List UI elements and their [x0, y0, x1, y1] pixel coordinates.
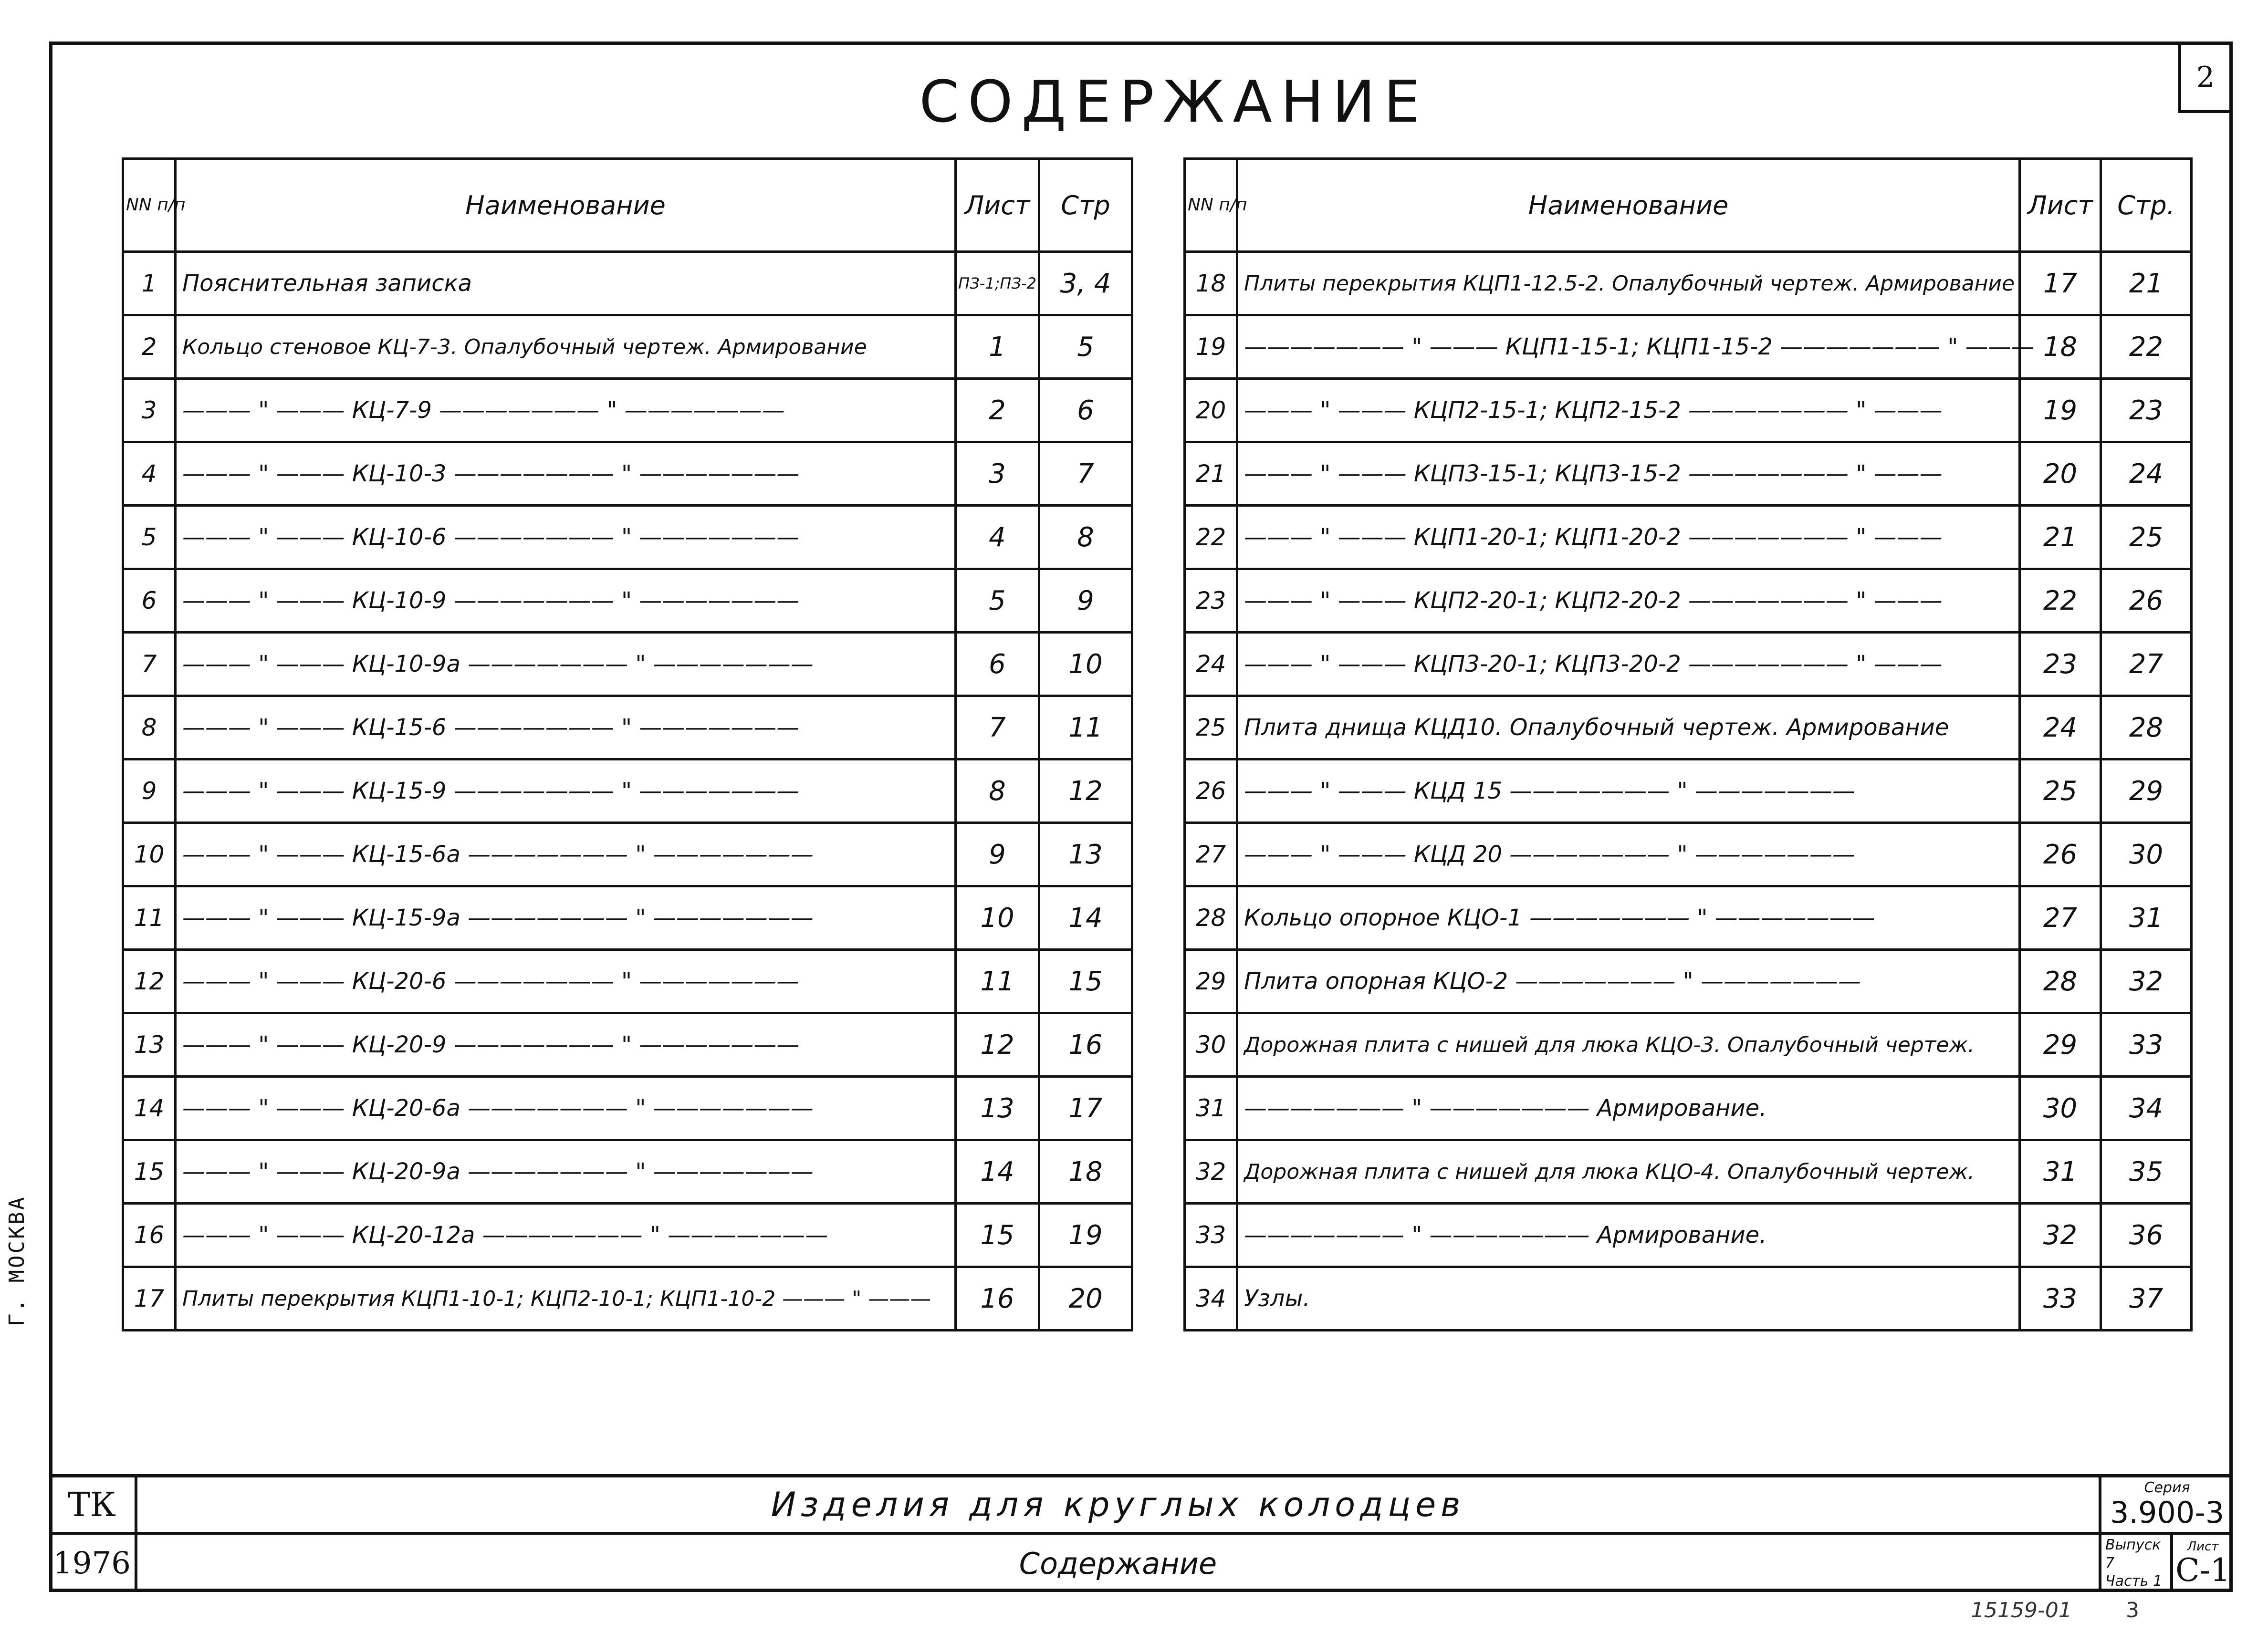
row-page: 18	[1039, 1140, 1132, 1204]
footer-page-number: 3	[2126, 1598, 2139, 1622]
row-page: 5	[1039, 315, 1132, 379]
row-page: 16	[1039, 1013, 1132, 1077]
table-row	[123, 886, 1132, 950]
row-number: 23	[1185, 569, 1237, 633]
row-page: 37	[2101, 1267, 2192, 1331]
contents-body-right	[1185, 252, 2192, 1331]
row-number: 31	[1185, 1077, 1237, 1140]
row-number: 1	[123, 252, 176, 315]
contents-body-left	[123, 252, 1132, 1331]
row-page: 15	[1039, 950, 1132, 1013]
part-label: Часть 1	[2105, 1573, 2163, 1590]
row-sheet: 6	[956, 633, 1039, 696]
row-name: ——— " ——— КЦ-20-6а ——————— " ———————	[176, 1077, 956, 1140]
table-row	[123, 252, 1132, 315]
row-name: ——— " ——— КЦ-7-9 ——————— " ———————	[176, 379, 956, 442]
row-number: 34	[1185, 1267, 1237, 1331]
row-sheet: 21	[2020, 506, 2101, 569]
row-page: 36	[2101, 1204, 2192, 1267]
row-sheet: 1	[956, 315, 1039, 379]
table-row	[1185, 823, 2192, 886]
row-page: 30	[2101, 823, 2192, 886]
row-number: 14	[123, 1077, 176, 1140]
table-row	[123, 823, 1132, 886]
table-row	[123, 1013, 1132, 1077]
row-number: 27	[1185, 823, 1237, 886]
table-row	[1185, 315, 2192, 379]
row-name: Кольцо опорное КЦО-1 ——————— " ———————	[1237, 886, 2020, 950]
table-header-row	[123, 159, 1132, 252]
row-number: 10	[123, 823, 176, 886]
row-page: 10	[1039, 633, 1132, 696]
row-name: ——— " ——— КЦП2-15-1; КЦП2-15-2 ——————— " ———	[1237, 379, 2020, 442]
row-sheet: 3	[956, 442, 1039, 506]
row-number: 24	[1185, 633, 1237, 696]
issue-label: Выпуск 7	[2105, 1537, 2161, 1571]
row-sheet: 10	[956, 886, 1039, 950]
row-sheet: 24	[2020, 696, 2101, 759]
table-row	[1185, 886, 2192, 950]
row-sheet: 23	[2020, 633, 2101, 696]
row-name: ——— " ——— КЦП3-15-1; КЦП3-15-2 ——————— " ———	[1237, 442, 2020, 506]
row-page: 6	[1039, 379, 1132, 442]
row-number: 5	[123, 506, 176, 569]
row-sheet: 22	[2020, 569, 2101, 633]
row-sheet: 15	[956, 1204, 1039, 1267]
row-name: ——— " ——— КЦ-15-6а ——————— " ———————	[176, 823, 956, 886]
table-header-row	[1185, 159, 2192, 252]
row-page: 25	[2101, 506, 2192, 569]
row-name: ——— " ——— КЦ-10-6 ——————— " ———————	[176, 506, 956, 569]
product-title: Изделия для круглых колодцев	[137, 1477, 2099, 1535]
row-number: 11	[123, 886, 176, 950]
table-row	[123, 442, 1132, 506]
row-page: 28	[2101, 696, 2192, 759]
row-sheet: 8	[956, 759, 1039, 823]
row-number: 26	[1185, 759, 1237, 823]
row-sheet: 13	[956, 1077, 1039, 1140]
table-row	[123, 633, 1132, 696]
row-number: 21	[1185, 442, 1237, 506]
row-page: 20	[1039, 1267, 1132, 1331]
row-sheet: 9	[956, 823, 1039, 886]
header-page: Стр.	[2101, 159, 2192, 252]
table-row	[123, 1267, 1132, 1331]
sheet-cell	[2173, 1535, 2233, 1592]
row-name: Плиты перекрытия КЦП1-10-1; КЦП2-10-1; КЦП1-10-2 ——— " ———	[176, 1267, 956, 1331]
archive-code: 15159-01	[1971, 1598, 2072, 1622]
row-sheet: 5	[956, 569, 1039, 633]
row-number: 4	[123, 442, 176, 506]
document-title: Содержание	[1019, 1546, 1217, 1581]
issue-labels	[2101, 1535, 2173, 1592]
page-title: СОДЕРЖАНИЕ	[919, 69, 1429, 135]
row-name: ——————— " ——————— Армирование.	[1237, 1077, 2020, 1140]
row-name: ——— " ——— КЦ-10-3 ——————— " ———————	[176, 442, 956, 506]
row-sheet: 14	[956, 1140, 1039, 1204]
title-block	[49, 1474, 2233, 1592]
page-number: 2	[2178, 42, 2233, 113]
row-sheet: 19	[2020, 379, 2101, 442]
row-name: Узлы.	[1237, 1267, 2020, 1331]
row-number: 6	[123, 569, 176, 633]
row-number: 33	[1185, 1204, 1237, 1267]
row-number: 25	[1185, 696, 1237, 759]
row-number: 15	[123, 1140, 176, 1204]
row-sheet: 18	[2020, 315, 2101, 379]
row-page: 12	[1039, 759, 1132, 823]
row-page: 24	[2101, 442, 2192, 506]
header-name: Наименование	[176, 159, 956, 252]
row-sheet: 2	[956, 379, 1039, 442]
row-sheet: 26	[2020, 823, 2101, 886]
header-nn: NN п/п	[1185, 159, 1237, 252]
series-cell	[2099, 1477, 2233, 1535]
table-row	[1185, 252, 2192, 315]
row-page: 17	[1039, 1077, 1132, 1140]
header-page: Стр	[1039, 159, 1132, 252]
row-name: ——— " ——— КЦД 20 ——————— " ———————	[1237, 823, 2020, 886]
row-page: 8	[1039, 506, 1132, 569]
row-number: 7	[123, 633, 176, 696]
table-row	[1185, 506, 2192, 569]
table-row	[123, 569, 1132, 633]
row-name: Пояснительная записка	[176, 252, 956, 315]
row-page: 22	[2101, 315, 2192, 379]
contents-table-right	[1183, 157, 2193, 1331]
header-name: Наименование	[1237, 159, 2020, 252]
row-name: ——— " ——— КЦ-10-9 ——————— " ———————	[176, 569, 956, 633]
row-page: 21	[2101, 252, 2192, 315]
header-nn: NN п/п	[123, 159, 176, 252]
sheet-value: С-1	[2175, 1552, 2230, 1589]
row-number: 17	[123, 1267, 176, 1331]
row-page: 13	[1039, 823, 1132, 886]
row-name: ——— " ——— КЦП3-20-1; КЦП3-20-2 ——————— " ———	[1237, 633, 2020, 696]
table-row	[123, 315, 1132, 379]
row-page: 14	[1039, 886, 1132, 950]
table-row	[1185, 1267, 2192, 1331]
table-row	[123, 506, 1132, 569]
row-sheet: 17	[2020, 252, 2101, 315]
row-page: 26	[2101, 569, 2192, 633]
row-name: ——— " ——— КЦД 15 ——————— " ———————	[1237, 759, 2020, 823]
row-sheet: 33	[2020, 1267, 2101, 1331]
row-sheet: 16	[956, 1267, 1039, 1331]
row-page: 35	[2101, 1140, 2192, 1204]
row-number: 29	[1185, 950, 1237, 1013]
row-number: 12	[123, 950, 176, 1013]
row-sheet: 28	[2020, 950, 2101, 1013]
table-row	[123, 950, 1132, 1013]
row-number: 2	[123, 315, 176, 379]
row-page: 29	[2101, 759, 2192, 823]
row-number: 8	[123, 696, 176, 759]
row-name: ——— " ——— КЦ-20-6 ——————— " ———————	[176, 950, 956, 1013]
table-row	[123, 379, 1132, 442]
row-page: 3, 4	[1039, 252, 1132, 315]
table-row	[1185, 442, 2192, 506]
series-value: 3.900-3	[2110, 1495, 2225, 1530]
row-name: ——————— " ——— КЦП1-15-1; КЦП1-15-2 ——————— " ———	[1237, 315, 2020, 379]
row-page: 19	[1039, 1204, 1132, 1267]
table-row	[1185, 1204, 2192, 1267]
row-name: Плита днища КЦД10. Опалубочный чертеж. Армирование	[1237, 696, 2020, 759]
row-sheet: 25	[2020, 759, 2101, 823]
issue-cell	[2099, 1535, 2233, 1592]
row-number: 16	[123, 1204, 176, 1267]
row-sheet: 31	[2020, 1140, 2101, 1204]
row-name: ——— " ——— КЦ-20-9 ——————— " ———————	[176, 1013, 956, 1077]
table-row	[1185, 1140, 2192, 1204]
row-page: 33	[2101, 1013, 2192, 1077]
row-number: 18	[1185, 252, 1237, 315]
row-sheet: 20	[2020, 442, 2101, 506]
row-name: Дорожная плита с нишей для люка КЦО-4. Опалубочный чертеж.	[1237, 1140, 2020, 1204]
sheet-label: Лист	[2187, 1539, 2219, 1554]
row-page: 11	[1039, 696, 1132, 759]
row-sheet: 7	[956, 696, 1039, 759]
row-page: 32	[2101, 950, 2192, 1013]
row-name: ——— " ——— КЦП2-20-1; КЦП2-20-2 ——————— " ———	[1237, 569, 2020, 633]
row-name: ——— " ——— КЦ-15-9 ——————— " ———————	[176, 759, 956, 823]
row-page: 27	[2101, 633, 2192, 696]
header-sheet: Лист	[2020, 159, 2101, 252]
table-row	[1185, 696, 2192, 759]
row-sheet: 29	[2020, 1013, 2101, 1077]
table-row	[123, 696, 1132, 759]
row-sheet: 32	[2020, 1204, 2101, 1267]
table-row	[1185, 1077, 2192, 1140]
table-row	[123, 1140, 1132, 1204]
row-sheet: 30	[2020, 1077, 2101, 1140]
row-number: 19	[1185, 315, 1237, 379]
table-row	[1185, 633, 2192, 696]
organization-code: ТК	[49, 1477, 137, 1535]
row-name: ——— " ——— КЦ-15-6 ——————— " ———————	[176, 696, 956, 759]
row-page: 31	[2101, 886, 2192, 950]
row-sheet: 11	[956, 950, 1039, 1013]
row-name: ——————— " ——————— Армирование.	[1237, 1204, 2020, 1267]
row-sheet: 27	[2020, 886, 2101, 950]
row-name: Плита опорная КЦО-2 ——————— " ———————	[1237, 950, 2020, 1013]
row-number: 22	[1185, 506, 1237, 569]
row-name: Кольцо стеновое КЦ-7-3. Опалубочный чертеж. Армирование	[176, 315, 956, 379]
contents-table-left	[122, 157, 1133, 1331]
row-number: 28	[1185, 886, 1237, 950]
table-row	[123, 1077, 1132, 1140]
row-name: ——— " ——— КЦ-20-12а ——————— " ———————	[176, 1204, 956, 1267]
row-page: 9	[1039, 569, 1132, 633]
row-number: 32	[1185, 1140, 1237, 1204]
row-number: 3	[123, 379, 176, 442]
row-name: ——— " ——— КЦ-15-9а ——————— " ———————	[176, 886, 956, 950]
row-number: 30	[1185, 1013, 1237, 1077]
row-number: 13	[123, 1013, 176, 1077]
table-row	[1185, 1013, 2192, 1077]
row-number: 20	[1185, 379, 1237, 442]
row-name: ——— " ——— КЦП1-20-1; КЦП1-20-2 ——————— " ———	[1237, 506, 2020, 569]
row-page: 34	[2101, 1077, 2192, 1140]
row-name: Дорожная плита с нишей для люка КЦО-3. Опалубочный чертеж.	[1237, 1013, 2020, 1077]
series-label: Серия	[2144, 1479, 2190, 1496]
row-name: ——— " ——— КЦ-10-9а ——————— " ———————	[176, 633, 956, 696]
header-sheet: Лист	[956, 159, 1039, 252]
table-row	[1185, 950, 2192, 1013]
table-row	[123, 1204, 1132, 1267]
year: 1976	[49, 1535, 137, 1592]
table-row	[1185, 759, 2192, 823]
row-sheet: 4	[956, 506, 1039, 569]
table-row	[1185, 569, 2192, 633]
table-row	[123, 759, 1132, 823]
row-number: 9	[123, 759, 176, 823]
city-stamp: Г. МОСКВА	[5, 1195, 29, 1326]
row-sheet: ПЗ-1;ПЗ-2	[956, 252, 1039, 315]
row-page: 7	[1039, 442, 1132, 506]
row-name: Плиты перекрытия КЦП1-12.5-2. Опалубочный чертеж. Армирование	[1237, 252, 2020, 315]
row-page: 23	[2101, 379, 2192, 442]
table-row	[1185, 379, 2192, 442]
row-sheet: 12	[956, 1013, 1039, 1077]
row-name: ——— " ——— КЦ-20-9а ——————— " ———————	[176, 1140, 956, 1204]
